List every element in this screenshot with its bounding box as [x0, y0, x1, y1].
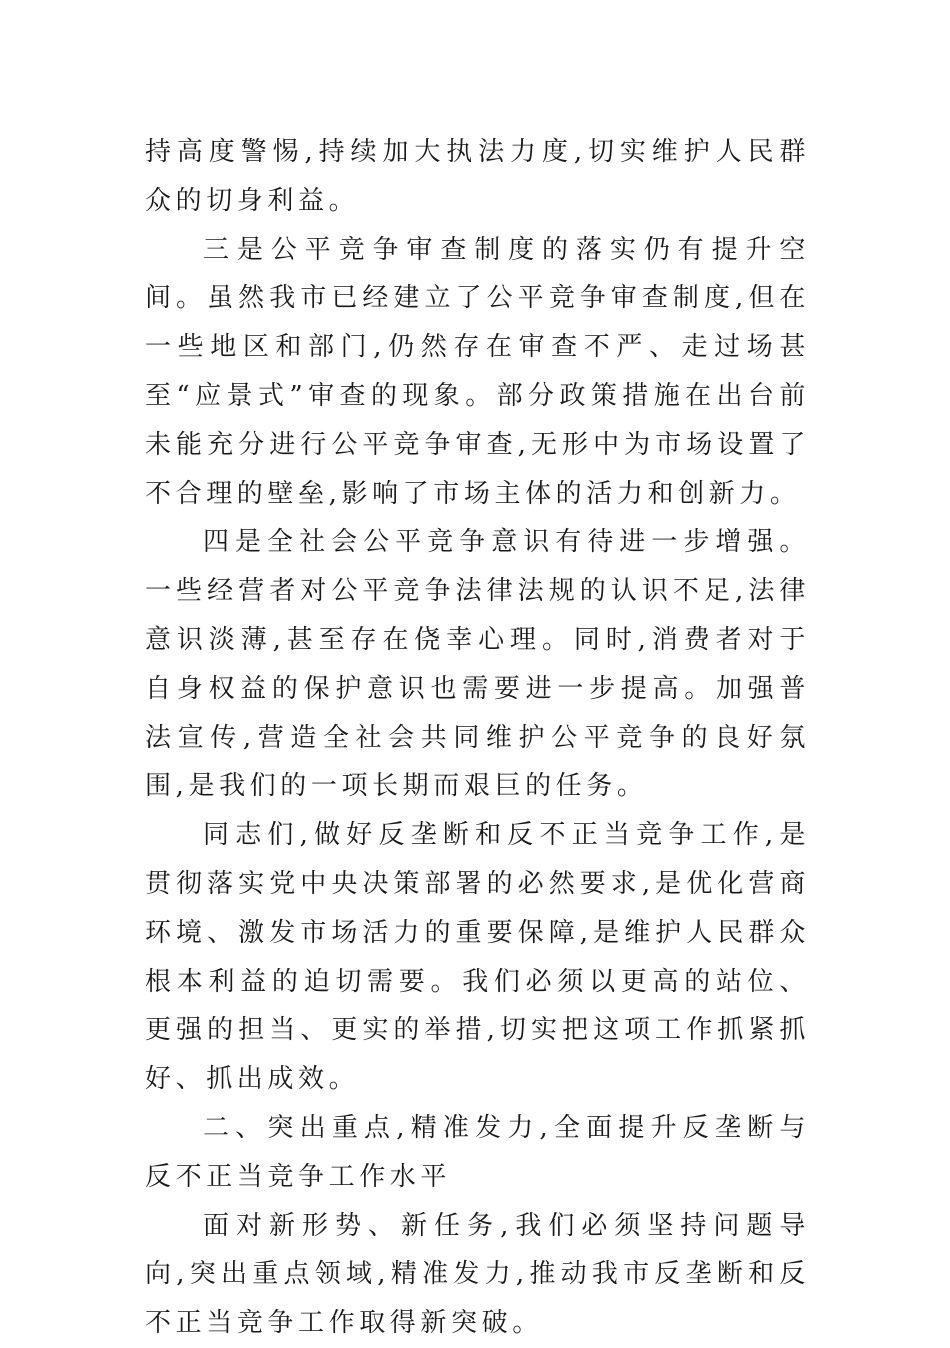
- document-body: [145, 128, 810, 1348]
- section-heading-two: 二、突出重点,精准发力,全面提升反垄断与反不正当竞争工作水平: [145, 1112, 810, 1192]
- paragraph-point-three: 三是公平竞争审查制度的落实仍有提升空间。虽然我市已经建立了公平竞争审查制度,但在一些地区和部门,仍然存在审查不严、走过场甚至“应景式”审查的现象。部分政策措施在出台前未能充分进行公平竞争审查,无形中为市场设置了不合理的壁垒,影响了市场主体的活力和创新力。: [145, 234, 810, 509]
- paragraph-section-intro: 面对新形势、新任务,我们必须坚持问题导向,突出重点领域,精准发力,推动我市反垄断和反不正当竞争工作取得新突破。: [145, 1210, 810, 1339]
- paragraph-summary: 同志们,做好反垄断和反不正当竞争工作,是贯彻落实党中央决策部署的必然要求,是优化营商环境、激发市场活力的重要保障,是维护人民群众根本利益的迫切需要。我们必须以更高的站位、更强的担当、更实的举措,切实把这项工作抓紧抓好、抓出成效。: [145, 820, 810, 1095]
- paragraph-point-four: 四是全社会公平竞争意识有待进一步增强。一些经营者对公平竞争法律法规的认识不足,法律意识淡薄,甚至存在侥幸心理。同时,消费者对于自身权益的保护意识也需要进一步提高。加强普法宣传,营造全社会共同维护公平竞争的良好氛围,是我们的一项长期而艰巨的任务。: [145, 527, 810, 802]
- paragraph-continuation: 持高度警惕,持续加大执法力度,切实维护人民群众的切身利益。: [145, 137, 810, 216]
